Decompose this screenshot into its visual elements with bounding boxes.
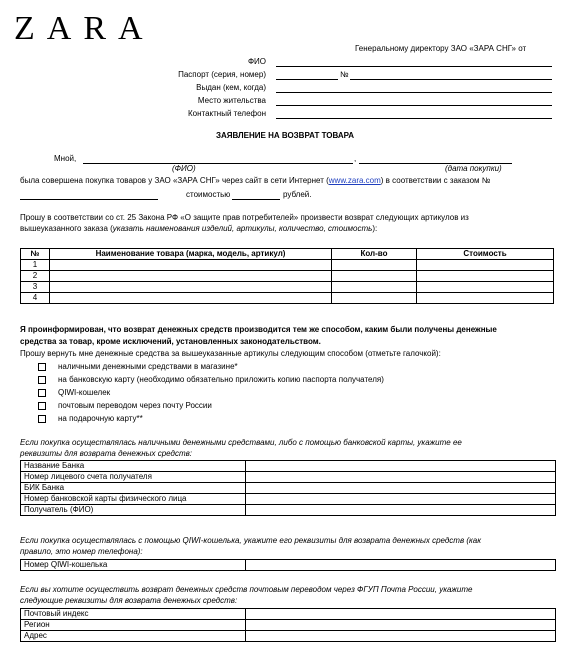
table-row: 4 [21,293,554,304]
field-label-fio: ФИО [247,57,266,66]
me-comma: , [354,154,357,163]
table-row: 3 [21,282,554,293]
purchase-text: была совершена покупка товаров у ЗАО «ЗАРА СНГ» через сайт в сети Интернет (www.zara.com) в соответствии с заказом № [20,176,491,185]
post-note-1: Если вы хотите осуществить возврат денежных средств почтовым переводом через ФГУП Почта России, укажите [20,585,473,594]
qiwi-note-1: Если покупка осуществлялась с помощью QIWI-кошелька, укажите его реквизиты для возврата денежных средств (как [20,536,482,545]
issued-line[interactable] [276,92,552,93]
col-name: Наименование товара (марка, модель, артикул) [50,249,332,260]
field-label-issued: Выдан (кем, когда) [196,83,266,92]
table-row: 1 [21,260,554,271]
table-row: Адрес [21,631,556,642]
option-post[interactable]: почтовым переводом через почту России [38,401,212,410]
table-row: Название Банка [21,461,556,472]
option-cash[interactable]: наличными денежными средствами в магазине* [38,362,238,371]
zara-link[interactable]: www.zara.com [328,176,381,185]
col-qty: Кол-во [332,249,417,260]
field-label-residence: Место жительства [197,96,266,105]
table-row: 2 [21,271,554,282]
checkbox[interactable] [38,376,46,384]
date-hint: (дата покупки) [445,164,502,173]
table-row: Номер лицевого счета получателя [21,472,556,483]
goods-table-header [21,249,554,260]
bank-note-2: реквизиты для возврата денежных средств: [20,449,193,458]
info-text-2: средства за товар, кроме исключений, установленных законодательством. [20,337,321,346]
table-row: Получатель (ФИО) [21,505,556,516]
passport-number-sign: № [340,70,349,79]
request-text-1: Прошу в соответствии со ст. 25 Закона РФ «О защите прав потребителей» произвести возврат следующих артикулов из [20,213,469,222]
option-bank-card[interactable]: на банковскую карту (необходимо обязательно приложить копию паспорта получателя) [38,375,384,384]
field-label-phone: Контактный телефон [188,109,266,118]
refund-request: Прошу вернуть мне денежные средства за вышеуказанные артикулы следующим способом (отметьте галочкой): [20,349,441,358]
fio-line[interactable] [276,66,552,67]
document-title: ЗАЯВЛЕНИЕ НА ВОЗВРАТ ТОВАРА [215,131,355,140]
order-number-line[interactable] [20,199,158,200]
col-cost: Стоимость [417,249,554,260]
post-note-2: следующие реквизиты для возврата денежных средств: [20,596,238,605]
cost-line[interactable] [232,199,280,200]
bank-details-table [20,460,556,516]
table-row: БИК Банка [21,483,556,494]
addressee: Генеральному директору ЗАО «ЗАРА СНГ» от [355,44,527,53]
me-fio-line[interactable] [83,163,353,164]
qiwi-table [20,559,556,571]
info-text-1: Я проинформирован, что возврат денежных средств производится тем же способом, каким были получены денежные [20,325,497,334]
table-row: Почтовый индекс [21,609,556,620]
checkbox[interactable] [38,415,46,423]
checkbox[interactable] [38,402,46,410]
passport-series-line[interactable] [276,79,338,80]
option-qiwi[interactable]: QIWI-кошелек [38,388,110,397]
fio-hint: (ФИО) [172,164,196,173]
zara-logo: ZARA [14,10,155,47]
checkbox[interactable] [38,389,46,397]
post-table [20,608,556,642]
rub-label: рублей. [283,190,312,199]
option-gift-card[interactable]: на подарочную карту** [38,414,143,423]
field-label-passport: Паспорт (серия, номер) [178,70,266,79]
bank-note-1: Если покупка осуществлялась наличными денежными средствами, либо с помощью банковской карты, укажите ее [20,438,462,447]
passport-number-line[interactable] [350,79,552,80]
qiwi-note-2: правило, это номер телефона): [20,547,143,556]
me-label: Мной, [54,154,77,163]
goods-table [20,248,554,304]
request-text-2: вышеуказанного заказа (указать наименования изделий, артикулы, количество, стоимость): [20,224,378,233]
table-row: Номер банковской карты физического лица [21,494,556,505]
residence-line[interactable] [276,105,552,106]
cost-label: стоимостью [186,190,231,199]
checkbox[interactable] [38,363,46,371]
table-row: Номер QIWI-кошелька [21,560,556,571]
col-number: № [21,249,50,260]
table-row: Регион [21,620,556,631]
phone-line[interactable] [276,118,552,119]
